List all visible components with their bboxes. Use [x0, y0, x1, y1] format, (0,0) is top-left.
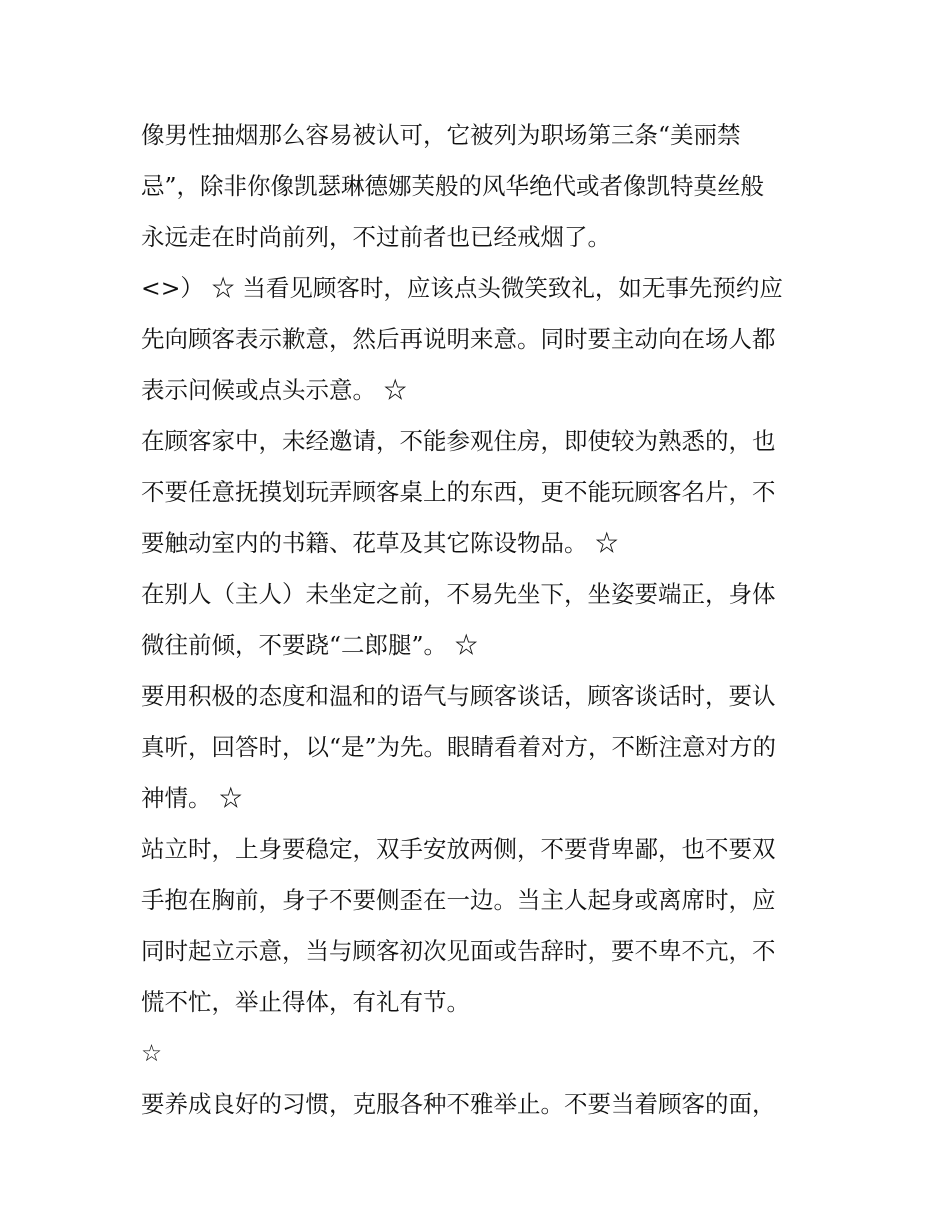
text-line: 站立时，上身要稳定，双手安放两侧，不要背卑鄙，也不要双	[141, 835, 776, 863]
text-line: <>） ☆ 当看见顾客时，应该点头微笑致礼，如无事先预约应	[141, 274, 783, 302]
text-line: 微往前倾，不要跷“二郎腿”。 ☆	[141, 631, 478, 659]
text-line: 手抱在胸前，身子不要侧歪在一边。当主人起身或离席时，应	[141, 886, 776, 914]
text-line: 像男性抽烟那么容易被认可，它被列为职场第三条“美丽禁	[141, 121, 741, 149]
text-line: 要触动室内的书籍、花草及其它陈设物品。 ☆	[141, 529, 619, 557]
text-line: 在别人（主人）未坐定之前，不易先坐下，坐姿要端正，身体	[141, 580, 776, 608]
text-line: 同时起立示意，当与顾客初次见面或告辞时，要不卑不亢，不	[141, 937, 776, 965]
text-line: 神情。 ☆	[141, 784, 243, 812]
text-line: 真听，回答时，以“是”为先。眼睛看着对方，不断注意对方的	[141, 733, 777, 761]
text-line: 慌不忙，举止得体，有礼有节。	[141, 988, 470, 1016]
text-line: 先向顾客表示歉意，然后再说明来意。同时要主动向在场人都	[141, 325, 776, 353]
text-line: 忌”，除非你像凯瑟琳德娜芙般的风华绝代或者像凯特莫丝般	[141, 172, 765, 200]
text-line: 不要任意抚摸划玩弄顾客桌上的东西，更不能玩顾客名片，不	[141, 478, 776, 506]
text-line: 要用积极的态度和温和的语气与顾客谈话，顾客谈话时，要认	[141, 682, 776, 710]
text-line: 永远走在时尚前列，不过前者也已经戒烟了。	[141, 223, 611, 251]
body-text	[141, 110, 821, 1130]
text-line: 在顾客家中，未经邀请，不能参观住房，即使较为熟悉的，也	[141, 427, 776, 455]
text-line: 表示问候或点头示意。 ☆	[141, 376, 407, 404]
text-line: 要养成良好的习惯，克服各种不雅举止。不要当着顾客的面，	[141, 1090, 776, 1118]
text-line: ☆	[141, 1039, 163, 1067]
